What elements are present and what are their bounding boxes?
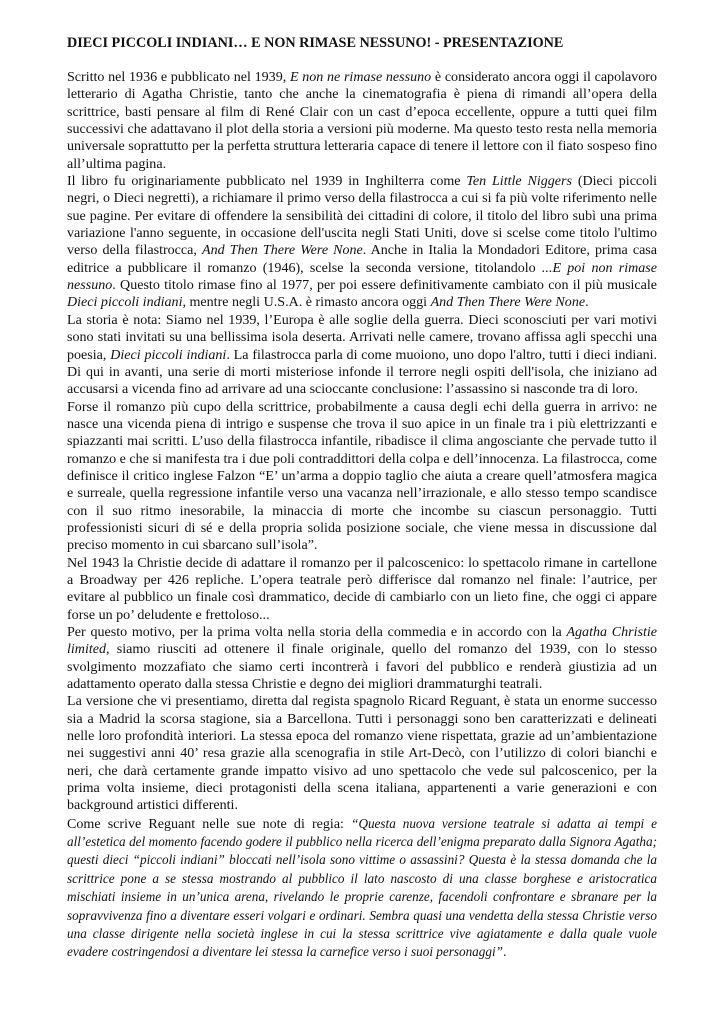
text-run: . La filastrocca parla di come muoiono, uno dopo l'altro, tutti i dieci indiani. Di qui in avanti, una serie di morti misteriose infonde il terrore negli ospiti dell'isola, che iniziano ad accusarsi a vicenda fino ad arrivare ad una scioccante conclusione: l’assassino si nasconde tra di loro. <box>67 346 658 398</box>
text-run: La versione che vi presentiamo, diretta dal regista spagnolo Ricard Reguant, è stata un enorme successo sia a Madrid la scorsa stagione, sia a Barcellona. Tutti i personaggi sono ben caratterizzati e delineati nelle loro profondità interiori. La stessa epoca del romanzo viene rispettata, grazie ad un’ambientazione nei suggestivi anni 40’ resa grazie alla scenografia in stile Art-Decò, con l’utilizzo di colori bianchi e neri, che darà certamente grande impatto visivo ad uno spettacolo che vede sul palcoscenico, per la prima volta insieme, dieci protagonisti della scena italiana, appartenenti a varie generazioni e con background artistici differenti. <box>67 693 657 814</box>
paragraph <box>67 815 657 962</box>
text-run: , siamo riusciti ad ottenere il finale originale, quello del romanzo del 1939, con lo stesso svolgimento mozzafiato che siamo certi incontrerà i favori del pubblico e renderà giustizia ad un adattamento operato dalla stessa Christie e degno dei migliori drammaturghi teatrali. <box>67 641 657 693</box>
document-page <box>67 34 657 962</box>
text-run: , mentre negli U.S.A. è rimasto ancora oggi <box>182 294 431 311</box>
paragraph <box>67 693 657 814</box>
text-run: (Dieci piccoli negri, o Dieci negretti), a richiamare il primo verso della filastrocca a cui si fa più volte riferimento nelle sue pagine. Per evitare di offendere la sensibilità dei cittadini di colore, il titolo del libro subì una prima variazione l'anno seguente, in occasione dell'uscita negli Stati Uniti, dove si scelse come titolo l'ultimo verso della filastrocca, <box>67 173 657 259</box>
italic-text: Dieci piccoli indiani <box>110 346 227 363</box>
italic-text: “Questa nuova versione teatrale si adatta ai tempi e all’estetica del momento facendo godere il pubblico nella ricerca dell’enigma preparato dalla Signora Agatha; questi dieci “piccoli indiani” bloccati nell’isola sono vittime o assassini? Questa è la stessa domanda che la scrittrice pone a se stessa mostrando al pubblico il lato nascosto di una classe borghese e aristocratica mischiati insieme in un’unica arena, rivelando le proprie carenze, facendoli confrontare e sbranare per la sopravvivenza fino a diventare esseri volgari e ordinari. Sembra quasi una vendetta della stessa Christie verso una classe dirigente nella società inglese in cui la stessa scrittrice vive agiatamente e dalla quale vuole evadere costringendosi a diventare lei stessa la carnefice verso i suoi personaggi” <box>67 815 658 960</box>
paragraph <box>67 69 657 173</box>
document-title: DIECI PICCOLI INDIANI… E NON RIMASE NESSUNO! - PRESENTAZIONE <box>67 35 564 51</box>
text-run: Forse il romanzo più cupo della scrittrice, probabilmente a causa degli echi della guerra in arrivo: ne nasce una vicenda piena di intrigo e suspense che trova il suo apice in un finale tra i più elettrizzanti e spiazzanti mai scritti. L’uso della filastrocca infantile, ribadisce il clima angosciante che pervade tutto il romanzo e che si manifesta tra i due poli contraddittori della colpa e dell’innocenza. La filastrocca, come definisce il critico inglese Falzon “E’ un’arma a doppio taglio che aiuta a creare quell’atmosfera magica e surreale, quella regressione infantile verso una vacanza nell’irrazionale, e allo stesso tempo scandisce con il suo ritmo inesorabile, la minaccia di morte che incombe su ciascun personaggio. Tutti professionisti sicuri di sé e della propria solida posizione sociale, che viene messa in discussione dal preciso momento in cui sbarcano sull’isola”. <box>67 398 657 554</box>
text-run: Come scrive Reguant nelle sue note di regia: <box>67 815 352 832</box>
italic-text: Agatha Christie limited <box>67 624 657 658</box>
text-run: Nel 1943 la Christie decide di adattare il romanzo per il palcoscenico: lo spettacolo rimane in cartellone a Broadway per 426 repliche. L’opera teatrale però differisce dal romanzo nel finale: l’autrice, per evitare al pubblico un finale così drammatico, decide di cambiarlo con un lieto fine, che oggi ci appare forse un po’ deludente e frettoloso... <box>67 554 657 623</box>
text-run: Per questo motivo, per la prima volta nella storia della commedia e in accordo con la <box>67 624 567 640</box>
italic-text: Ten Little Niggers <box>466 173 572 190</box>
text-run: . <box>502 944 507 961</box>
italic-text: Dieci piccoli indiani <box>67 294 183 311</box>
italic-text: ...E poi non rimase nessuno <box>67 259 657 294</box>
text-run: La storia è nota: Siamo nel 1939, l’Europa è alle soglie della guerra. Dieci sconosciuti per vari motivi sono stati invitati su una bellissima isola deserta. Arrivati nelle camere, trovano affissa agli specchi una poesia, <box>67 311 657 363</box>
paragraph <box>67 624 657 693</box>
text-run: Scritto nel 1936 e pubblicato nel 1939, <box>67 69 290 85</box>
paragraph <box>67 173 657 312</box>
text-run: . Questo titolo rimase fino al 1977, per poi essere definitivamente cambiato con il più musicale <box>112 277 657 294</box>
text-run: . Anche in Italia la Mondadori Editore, prima casa editrice a pubblicare il romanzo (1946), scelse la seconda versione, titolandolo <box>67 242 658 276</box>
document-body <box>67 69 657 962</box>
text-run: . <box>585 294 589 311</box>
italic-text: And Then There Were None <box>430 294 586 311</box>
italic-text: E non ne rimase nessuno <box>289 69 432 85</box>
italic-text: And Then There Were None <box>202 242 363 259</box>
paragraph <box>67 555 657 624</box>
paragraph <box>67 312 657 399</box>
text-run: Il libro fu originariamente pubblicato nel 1939 in Inghilterra come <box>67 173 467 190</box>
text-run: è considerato ancora oggi il capolavoro letterario di Agatha Christie, tanto che anche la cinematografia è piena di rimandi all’opera della scrittrice, basti pensare al film di René Clair con un cast d’epoca eccellente, oppure a tutti quei film successivi che adattavano il plot della storia a versioni più moderne. Ma questo testo resta nella memoria universale soprattutto per la perfetta struttura letteraria capace di tenere il lettore con il fiato sospeso fino all’ultima pagina. <box>67 69 657 172</box>
paragraph <box>67 399 657 555</box>
